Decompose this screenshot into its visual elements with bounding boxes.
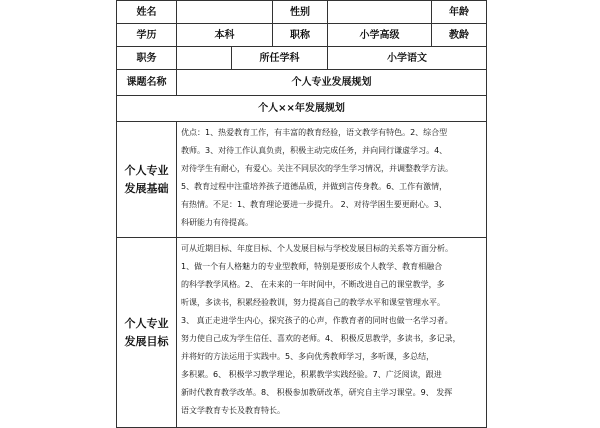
basis-line: 优点：1、热爱教育工作，有丰富的教育经验，语文教学有特色。2、综合型: [181, 128, 448, 137]
title-value: 小学高级: [328, 24, 432, 47]
goals-line: 努力使自己成为学生信任、喜欢的老师。4、 积极反思教学，多读书，多记录，: [181, 334, 461, 343]
education-label: 学历: [117, 24, 177, 47]
basis-content: [177, 122, 487, 238]
goals-label-line1: 个人专业: [124, 316, 169, 330]
row-subtitle: [117, 96, 487, 122]
basis-line: 有热情。不足：1、教育理论要进一步提升。 2、对待学困生要更耐心。3、: [181, 200, 447, 209]
subject-value: 小学语文: [328, 47, 487, 70]
goals-line: 语文学教育专长及教育特长。: [181, 406, 285, 415]
basis-line: 教师。3、对待工作认真负责，积极主动完成任务，并向同行谦虚学习。4、: [181, 146, 448, 155]
planning-form-table: [116, 0, 487, 428]
gender-value[interactable]: [328, 1, 432, 24]
education-value: 本科: [177, 24, 273, 47]
teaching-age-label: 教龄: [432, 24, 487, 47]
goals-line: 新时代教育教学改革。8、 积极参加教研改革，研究自主学习课堂。9、 发挥: [181, 388, 453, 397]
row-development-goals: [117, 238, 487, 428]
basis-section-label: [117, 122, 177, 238]
row-development-basis: [117, 122, 487, 238]
goals-label-line2: 发展目标: [124, 334, 169, 348]
goals-line: 多积累。6、 积极学习教学理论，积累教学实践经验。7、广泛阅读，跟进: [181, 370, 442, 379]
topic-value: 个人专业发展规划: [177, 70, 487, 96]
plan-subtitle: 个人××年发展规划: [117, 96, 487, 122]
goals-content: [177, 238, 487, 428]
goals-line: 3、 真正走进学生内心，探究孩子的心声，作教育者的同时也做一名学习者。: [181, 316, 453, 325]
goals-section-label: [117, 238, 177, 428]
gender-label: 性别: [273, 1, 328, 24]
position-label: 职务: [117, 47, 177, 70]
row-basic-info: [117, 1, 487, 24]
basis-label-line2: 发展基础: [124, 181, 169, 195]
goals-line: 的科学教学风格。2、 在未来的一年时间中，不断改进自己的课堂教学，多: [181, 280, 445, 289]
topic-label: 课题名称: [117, 70, 177, 96]
goals-line: 1、做一个有人格魅力的专业型教师，特别是要形成个人教学、教育相融合: [181, 262, 443, 271]
row-topic: [117, 70, 487, 96]
basis-line: 科研能力有待提高。: [181, 218, 253, 227]
planning-form-page: [116, 0, 486, 415]
goals-line: 听课，多读书，积累经验教训，努力提高自己的教学水平和课堂管理水平。: [181, 298, 445, 307]
title-label: 职称: [273, 24, 328, 47]
name-value[interactable]: [177, 1, 273, 24]
position-value[interactable]: [177, 47, 232, 70]
goals-line: 并将好的方法运用于实践中。5、多向优秀教师学习，多听课，多总结，: [181, 352, 435, 361]
goals-line: 可从近期目标、年度目标、个人发展目标与学校发展目标的关系等方面分析。: [181, 244, 453, 253]
name-label: 姓名: [117, 1, 177, 24]
basis-line: 对待学生有耐心，有爱心。关注不同层次的学生学习情况，并调整教学方法。: [181, 164, 453, 173]
basis-line: 5、教育过程中注重培养孩子道德品质，并做到言传身教。6、工作有激情，: [181, 182, 448, 191]
row-position: [117, 47, 487, 70]
age-label: 年龄: [432, 1, 487, 24]
subject-label: 所任学科: [232, 47, 328, 70]
basis-label-line1: 个人专业: [124, 163, 169, 177]
row-education: [117, 24, 487, 47]
